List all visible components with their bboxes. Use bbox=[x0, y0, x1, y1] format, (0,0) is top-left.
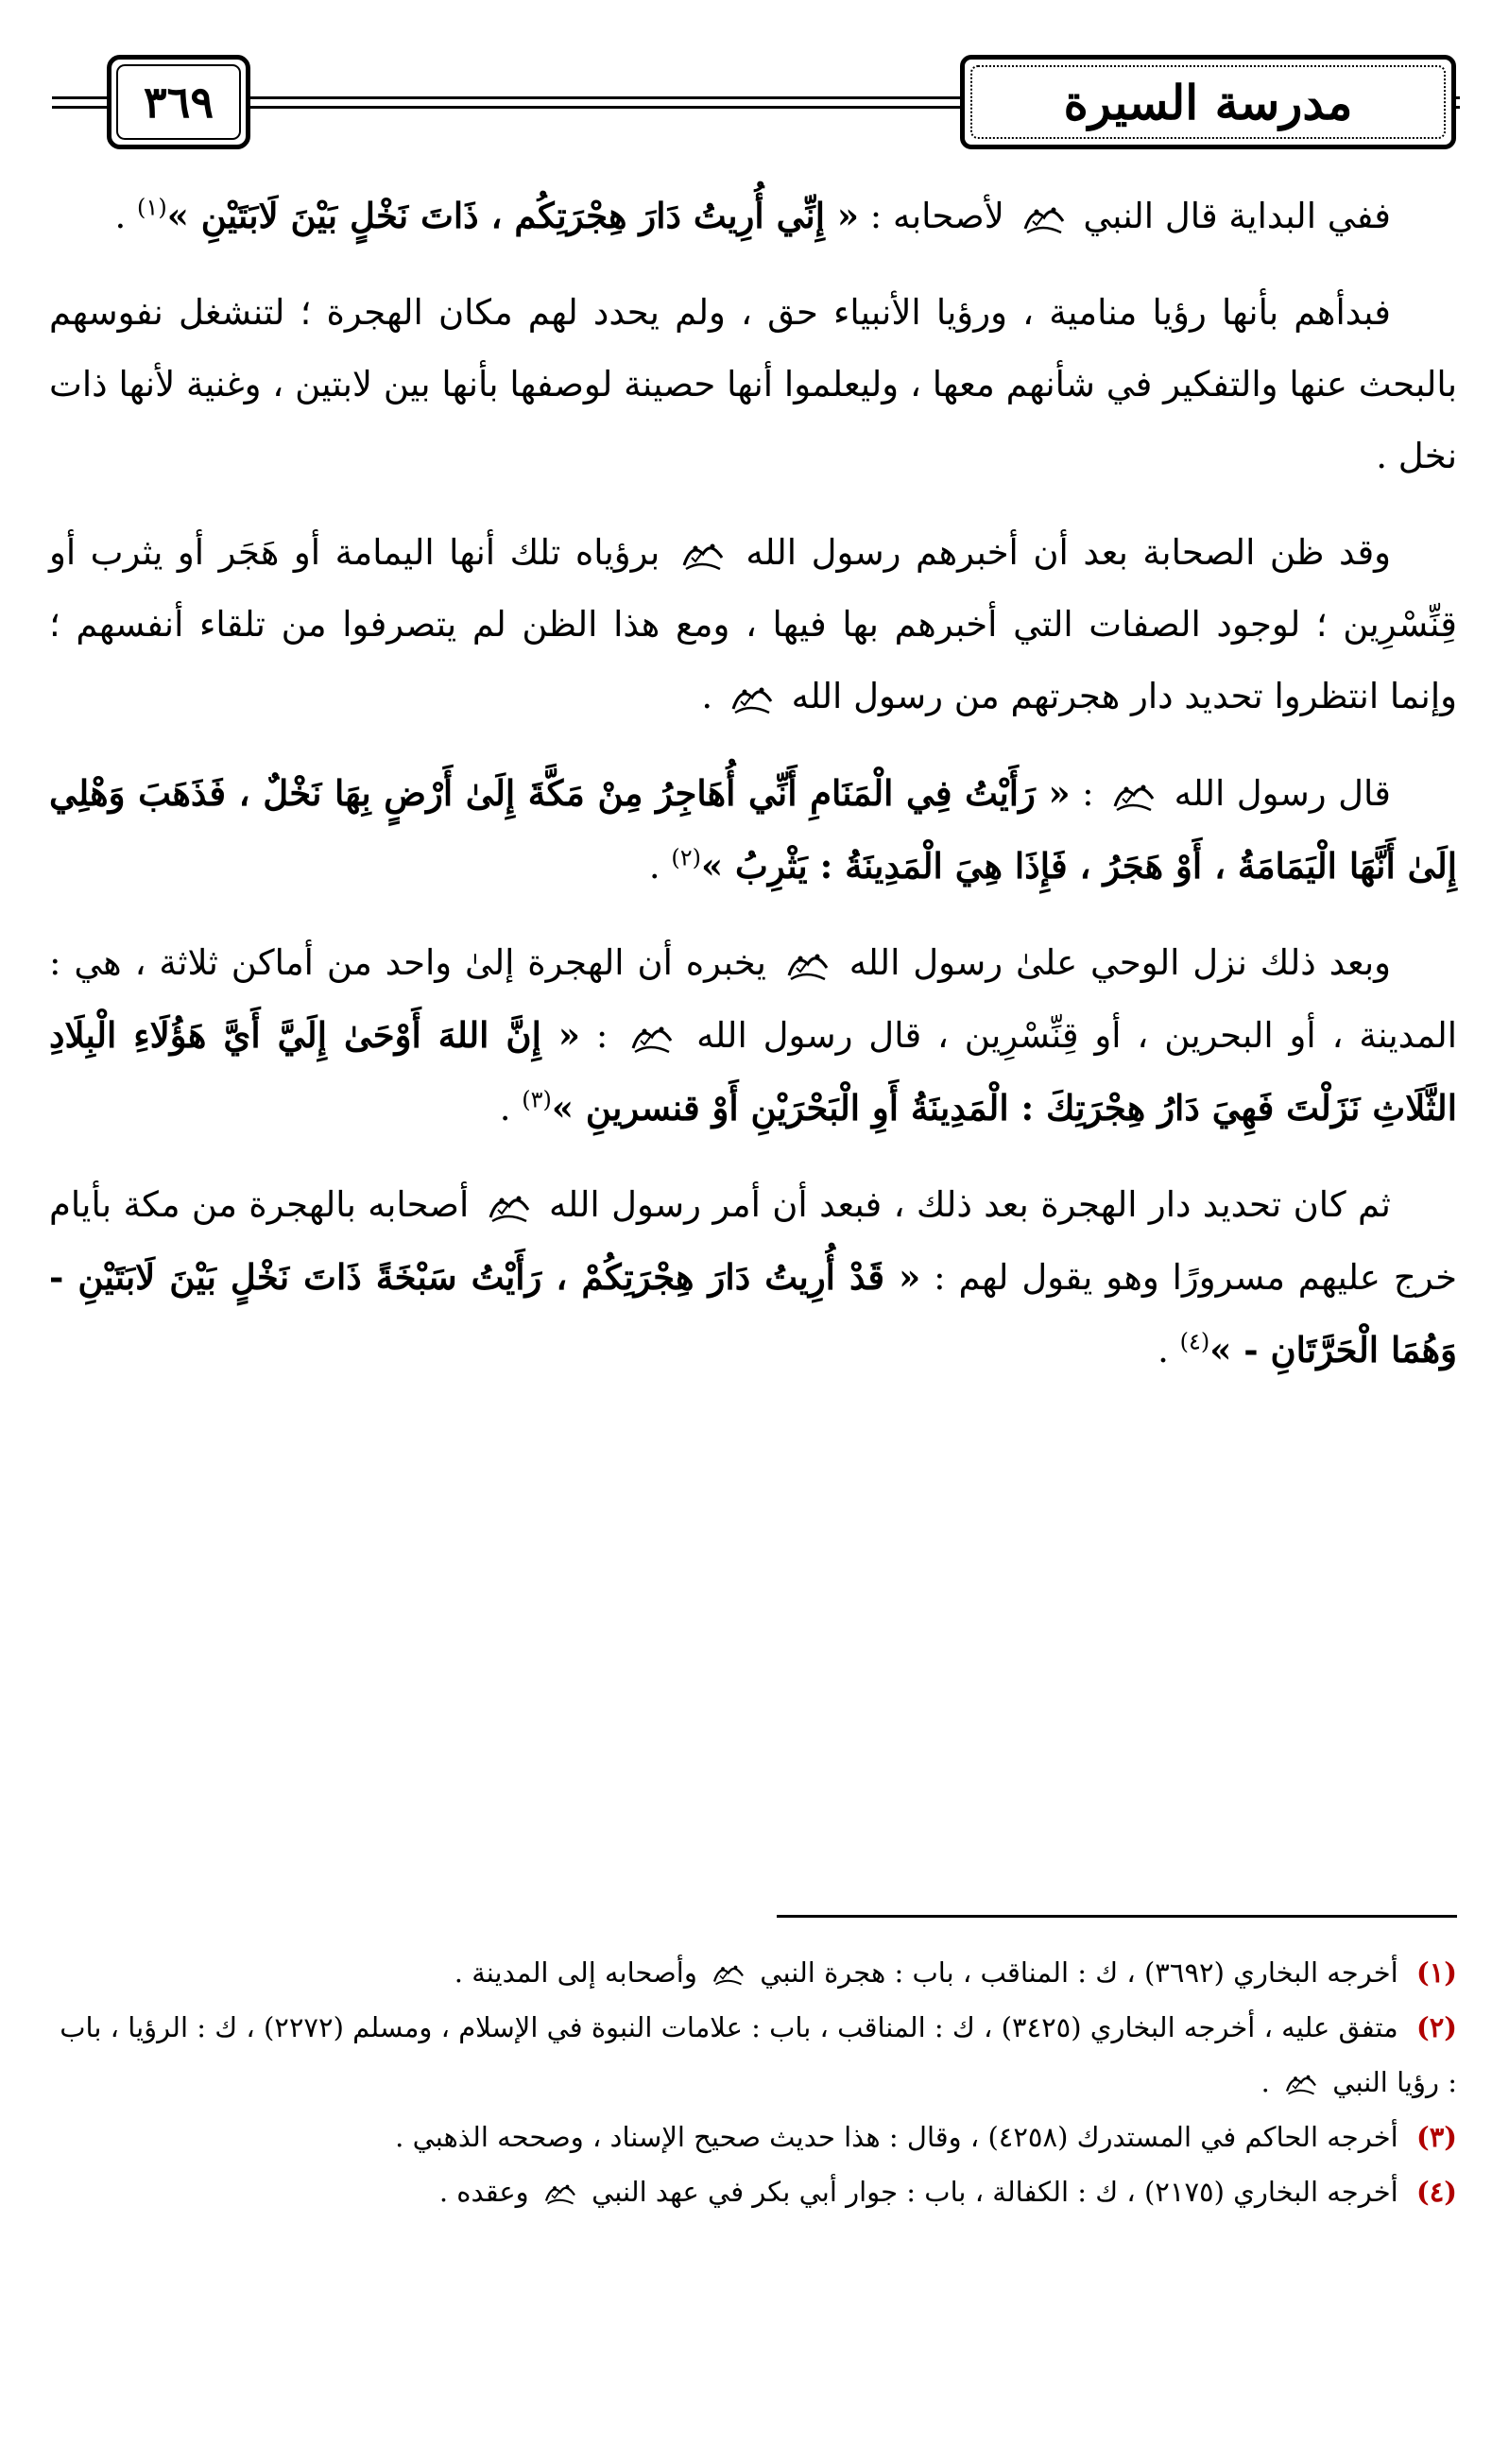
footnote-4 bbox=[49, 2164, 1457, 2219]
running-title: مدرسة السيرة bbox=[960, 55, 1456, 149]
footnote-3 bbox=[49, 2110, 1457, 2164]
footnote-ref-1: (١) bbox=[137, 194, 167, 221]
salutation-icon bbox=[1020, 200, 1069, 238]
paragraph-1 bbox=[49, 180, 1457, 252]
paragraph-1-text-b: لأصحابه : bbox=[869, 196, 1004, 236]
footnote-number: (٣) bbox=[1415, 2121, 1457, 2153]
hadith-quote-1: « إِنِّي أُرِيتُ دَارَ هِجْرَتِكُم ، ذَاتَ نَخْلٍ بَيْنَ لَابَتَيْنِ » bbox=[166, 195, 859, 236]
footnote-text: أخرجه الحاكم في المستدرك (٤٢٥٨) ، وقال : هذا حديث صحيح الإسناد ، وصححه الذهبي . bbox=[395, 2121, 1398, 2153]
paragraph-1-end: . bbox=[114, 196, 127, 236]
footnote-text-end: وعقده . bbox=[438, 2176, 529, 2208]
footnote-number: (١) bbox=[1415, 1956, 1457, 1989]
hadith-quote-3: « إِنَّ اللهَ أَوْحَىٰ إِلَيَّ أَيَّ هَؤُلَاءِ الْبِلَادِ الثَّلَاثِ نَزَلْتَ فَهِيَ دَارُ هِجْرَتِكَ : الْمَدِينَةُ أَوِ الْبَحْرَيْنِ أَوْ قنسرينِ » bbox=[49, 1014, 1457, 1129]
footnote-2 bbox=[49, 2000, 1457, 2110]
paragraph-4-end: . bbox=[648, 846, 660, 887]
paragraph-4 bbox=[49, 757, 1457, 903]
footnote-text: أخرجه البخاري (٢١٧٥) ، ك : الكفالة ، باب : جوار أبي بكر في عهد النبي bbox=[592, 2176, 1398, 2208]
salutation-icon bbox=[728, 681, 777, 718]
paragraph-5-text-c: : bbox=[595, 1015, 609, 1056]
paragraph-5 bbox=[49, 927, 1457, 1145]
paragraph-3-text-b: برؤياه تلك أنها اليمامة أو هَجَر أو يثرب أو قِنِّسْرِين ؛ لوجود الصفات التي أخبرهم بها فيها ، ومع هذا الظن لم يتصرفوا من تلقاء أنفسهم ؛ وإنما انتظروا تحديد دار هجرتهم من رسول الله bbox=[49, 532, 1457, 716]
footnotes bbox=[49, 1945, 1457, 2219]
paragraph-6-text-a: ثم كان تحديد دار الهجرة بعد ذلك ، فبعد أن أمر رسول الله bbox=[549, 1184, 1391, 1225]
hadith-quote-4: « قَدْ أُرِيتُ دَارَ هِجْرَتِكُمْ ، رَأَيْتُ سَبْخَةً ذَاتَ نَخْلٍ بَيْنَ لَابَتَيْنِ - وَهُمَا الْحَرَّتَانِ - » bbox=[49, 1256, 1457, 1370]
footnote-text-end: . bbox=[1260, 2066, 1270, 2098]
paragraph-6-end: . bbox=[1157, 1330, 1169, 1370]
paragraph-5-text-b: يخبره أن الهجرة إلىٰ واحد من أماكن ثلاثة ، هي : المدينة ، أو البحرين ، أو قِنِّسْرِين ، قال رسول الله bbox=[49, 942, 1458, 1056]
paragraph-3-text-a: وقد ظن الصحابة بعد أن أخبرهم رسول الله bbox=[746, 532, 1391, 573]
footnote-number: (٤) bbox=[1415, 2176, 1457, 2208]
footnote-separator bbox=[777, 1915, 1457, 1918]
page-number: ٣٦٩ bbox=[107, 55, 250, 149]
main-text bbox=[49, 180, 1457, 1411]
page-header bbox=[52, 45, 1460, 140]
hadith-quote-2: « رَأَيْتُ فِي الْمَنَامِ أَنِّي أُهَاجِرُ مِنْ مَكَّةَ إِلَىٰ أَرْضٍ بِهَا نَخْلٌ ، فَذَهَبَ وَهْلِي إِلَىٰ أَنَّهَا الْيَمَامَةُ ، أَوْ هَجَرُ ، فَإِذَا هِيَ الْمَدِينَةُ : يَثْرِبُ » bbox=[49, 772, 1457, 887]
salutation-icon bbox=[485, 1189, 534, 1227]
paragraph-6-text-b: أصحابه بالهجرة من مكة بأيام خرج عليهم مسرورًا وهو يقول لهم : bbox=[49, 1184, 1458, 1298]
salutation-icon bbox=[783, 947, 832, 985]
footnote-text: متفق عليه ، أخرجه البخاري (٣٤٢٥) ، ك : المناقب ، باب : علامات النبوة في الإسلام ، ومسلم (٢٢٧٢) ، ك : الرؤيا ، باب : رؤيا النبي bbox=[60, 2011, 1457, 2098]
paragraph-6 bbox=[49, 1169, 1457, 1387]
paragraph-3-end: . bbox=[701, 676, 713, 716]
paragraph-1-text-a: ففي البداية قال النبي bbox=[1083, 196, 1391, 236]
paragraph-5-end: . bbox=[499, 1088, 511, 1129]
salutation-icon bbox=[678, 537, 728, 575]
salutation-icon bbox=[1109, 778, 1158, 816]
footnote-1 bbox=[49, 1945, 1457, 2000]
paragraph-3 bbox=[49, 517, 1457, 732]
salutation-icon bbox=[710, 1960, 747, 1989]
footnote-text-end: وأصحابه إلى المدينة . bbox=[454, 1956, 697, 1989]
footnote-ref-3: (٣) bbox=[522, 1086, 552, 1113]
salutation-icon bbox=[627, 1020, 677, 1058]
paragraph-4-text-b: : bbox=[1082, 773, 1094, 814]
footnote-ref-2: (٢) bbox=[671, 844, 702, 871]
footnote-ref-4: (٤) bbox=[1179, 1328, 1210, 1355]
footnote-text: أخرجه البخاري (٣٦٩٢) ، ك : المناقب ، باب : هجرة النبي bbox=[760, 1956, 1398, 1989]
salutation-icon bbox=[1282, 2070, 1320, 2098]
footnote-number: (٢) bbox=[1415, 2011, 1457, 2043]
salutation-icon bbox=[541, 2180, 579, 2208]
paragraph-5-text-a: وبعد ذلك نزل الوحي علىٰ رسول الله bbox=[849, 942, 1392, 983]
paragraph-2: فبدأهم بأنها رؤيا منامية ، ورؤيا الأنبياء حق ، ولم يحدد لهم مكان الهجرة ؛ لتنشغل نفوسهم بالبحث عنها والتفكير في شأنهم معها ، وليعلموا أنها حصينة لوصفها بأنها بين لابتين ، وغنية لأنها ذات نخل . bbox=[49, 292, 1457, 476]
paragraph-4-text-a: قال رسول الله bbox=[1174, 773, 1391, 814]
